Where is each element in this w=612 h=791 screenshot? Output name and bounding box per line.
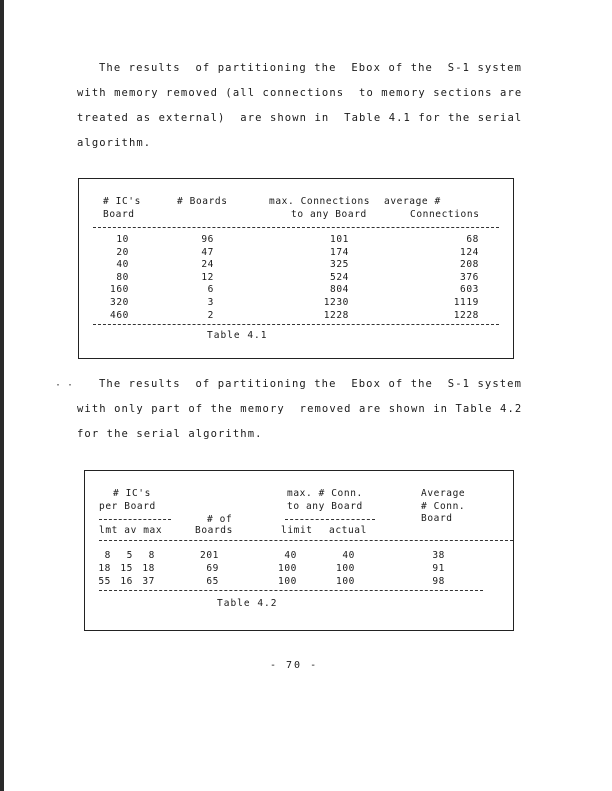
t2-cell: 8 <box>104 550 111 561</box>
t1-cell: 1230 <box>323 297 349 308</box>
t2-ics-rule <box>99 519 171 520</box>
t1-cell: 174 <box>330 246 349 258</box>
t2-cell: 37 <box>142 576 155 587</box>
t2-header-lmt-av-max: lmt av max <box>99 525 163 536</box>
t1-cell: 1228 <box>323 309 349 321</box>
t2-cell: 18 <box>98 563 111 574</box>
t1-cell: 160 <box>110 284 129 296</box>
t2-footer-rule <box>99 590 483 591</box>
middle-line: for the serial algorithm. <box>77 428 263 440</box>
t2-cell: 91 <box>432 563 445 574</box>
t2-header-boards: Boards <box>195 525 233 536</box>
t2-cell: 15 <box>120 563 133 574</box>
t2-header-maxconn: max. # Conn. <box>287 488 363 499</box>
t1-cell: 24 <box>201 259 214 271</box>
t1-cell: 3 <box>207 297 214 308</box>
t2-cell: 69 <box>206 563 219 574</box>
t2-cell: 40 <box>284 550 297 561</box>
t1-cell: 10 <box>116 234 129 245</box>
intro-line: with memory removed (all connections to memory sections are <box>77 87 523 99</box>
t2-header-limit: limit <box>281 525 313 536</box>
t2-header-rule <box>99 540 513 541</box>
t1-cell: 47 <box>201 246 214 258</box>
t2-cell: 201 <box>200 550 219 561</box>
t2-cell: 8 <box>148 550 155 561</box>
t2-header-of: # of <box>207 514 233 525</box>
t2-header-anyboard: to any Board <box>287 501 363 512</box>
table-4-2 <box>84 470 514 631</box>
t2-cell: 65 <box>206 576 219 587</box>
t1-header-connections: Connections <box>410 209 480 220</box>
t2-cell: 16 <box>120 576 133 587</box>
t1-cell: 320 <box>110 297 129 308</box>
t2-header-board: Board <box>421 513 453 524</box>
t2-header-average: Average <box>421 488 466 499</box>
t2-header-conn: # Conn. <box>421 501 466 512</box>
t1-cell: 20 <box>116 246 129 258</box>
intro-line: The results of partitioning the Ebox of the S-1 system <box>99 62 523 74</box>
t1-header-average: average # <box>384 196 441 207</box>
t2-cell: 98 <box>432 576 445 587</box>
t2-cell: 40 <box>342 550 355 561</box>
t2-cell: 38 <box>432 550 445 561</box>
t1-cell: 101 <box>330 234 349 245</box>
t1-header-boards: # Boards <box>177 196 228 207</box>
t1-cell: 80 <box>116 271 129 283</box>
t1-cell: 376 <box>460 271 479 283</box>
t2-cell: 100 <box>336 563 355 574</box>
intro-line: algorithm. <box>77 137 152 149</box>
t1-cell: 96 <box>201 234 214 245</box>
t1-cell: 804 <box>330 284 349 296</box>
page-binding-edge <box>0 0 4 791</box>
t1-cell: 6 <box>207 284 214 296</box>
t1-header-anyboard: to any Board <box>291 209 367 220</box>
margin-mark: · · <box>55 380 74 391</box>
t1-cell: 325 <box>330 259 349 271</box>
t2-cell: 18 <box>142 563 155 574</box>
intro-line: treated as external) are shown in Table 4.1 for the serial <box>77 112 523 124</box>
t2-conn-rule <box>285 519 375 520</box>
t1-cell: 460 <box>110 309 129 321</box>
middle-line: with only part of the memory removed are shown in Table 4.2 <box>77 403 523 415</box>
t1-cell: 68 <box>466 234 479 245</box>
t1-header-rule <box>93 227 499 228</box>
t1-cell: 2 <box>207 309 214 321</box>
t2-header-actual: actual <box>329 525 367 536</box>
t2-cell: 100 <box>278 563 297 574</box>
t1-header-ics: # IC's <box>103 196 141 207</box>
t1-cell: 524 <box>330 271 349 283</box>
t2-cell: 100 <box>278 576 297 587</box>
t1-header-board: Board <box>103 209 135 220</box>
t2-cell: 55 <box>98 576 111 587</box>
t1-cell: 1228 <box>453 309 479 321</box>
t2-cell: 100 <box>336 576 355 587</box>
t1-cell: 1119 <box>453 297 479 308</box>
t1-footer-rule <box>93 324 499 325</box>
t2-cell: 5 <box>126 550 133 561</box>
t1-cell: 603 <box>460 284 479 296</box>
middle-line: The results of partitioning the Ebox of the S-1 system <box>99 378 523 390</box>
t2-header-ics: # IC's <box>113 488 151 499</box>
t2-header-perboard: per Board <box>99 501 156 512</box>
t1-caption: Table 4.1 <box>207 330 268 341</box>
t1-cell: 208 <box>460 259 479 271</box>
t1-cell: 40 <box>116 259 129 271</box>
t1-cell: 124 <box>460 246 479 258</box>
t2-caption: Table 4.2 <box>217 598 278 609</box>
t1-header-maxconn: max. Connections <box>269 196 371 207</box>
table-4-1 <box>78 178 514 359</box>
t1-cell: 12 <box>201 271 214 283</box>
page-number: - 70 - <box>270 660 319 671</box>
